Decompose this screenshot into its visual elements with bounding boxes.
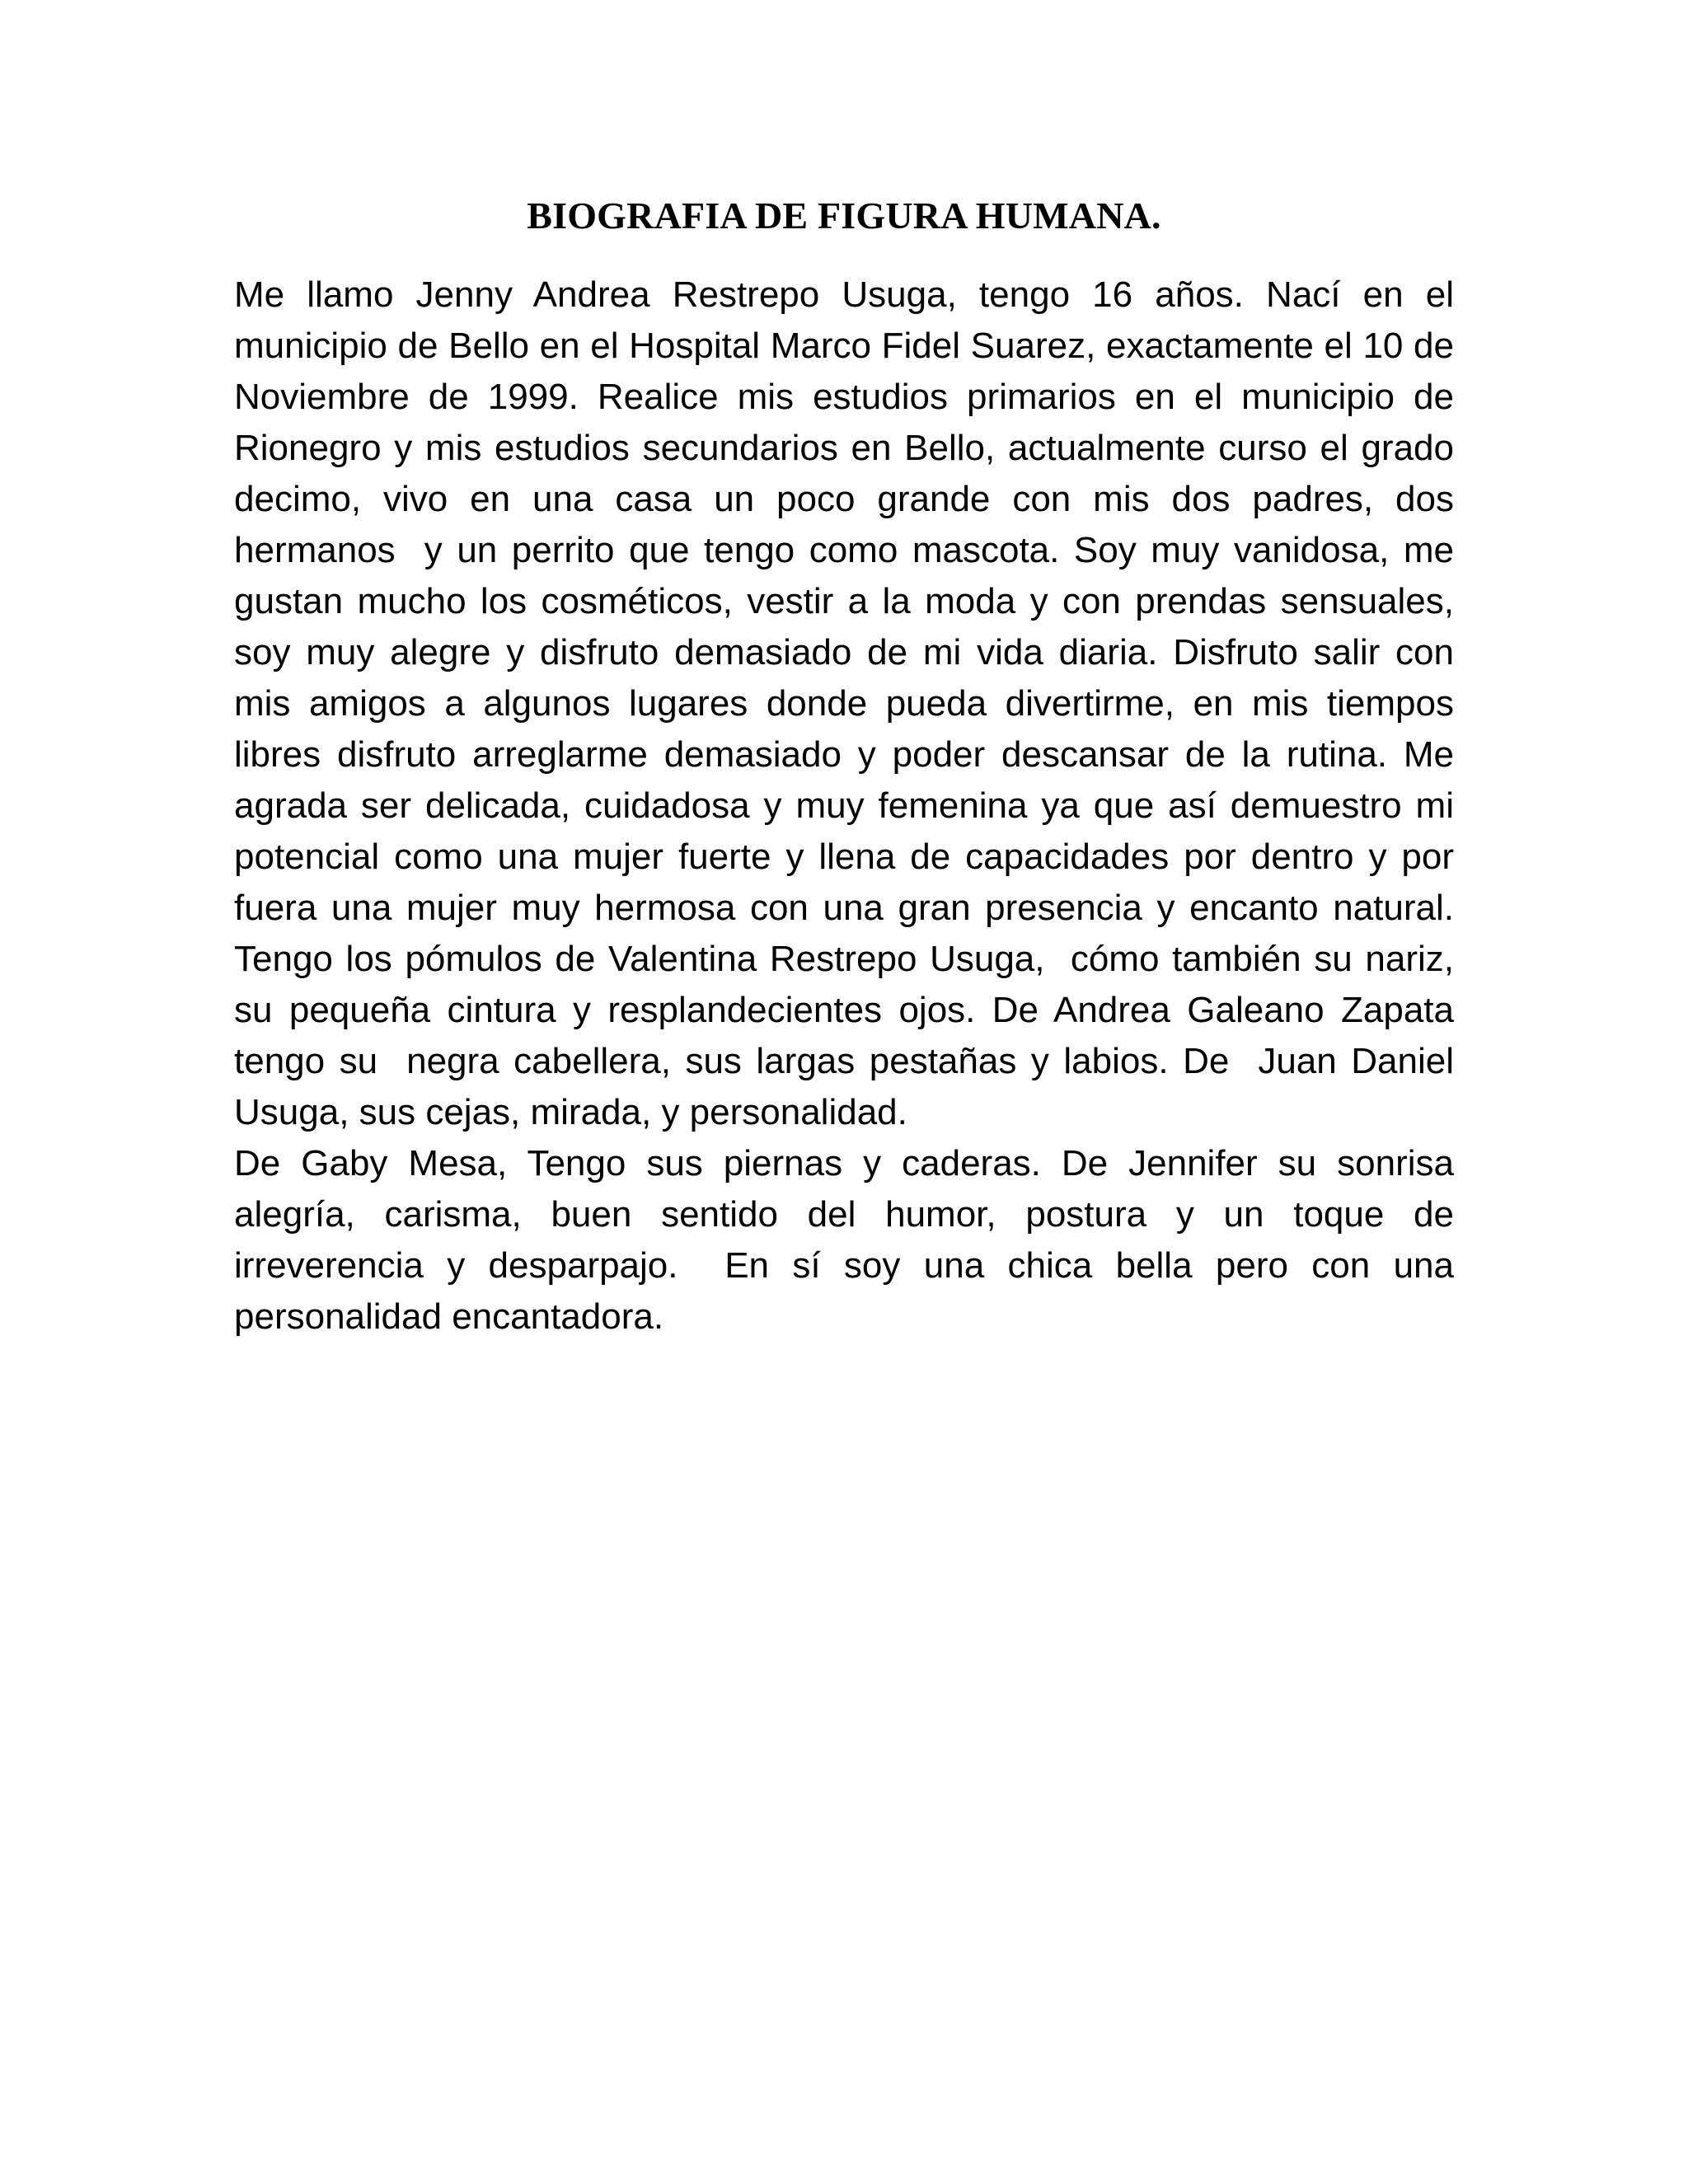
document-title: BIOGRAFIA DE FIGURA HUMANA.: [527, 194, 1161, 237]
paragraph-biography: Me llamo Jenny Andrea Restrepo Usuga, tengo 16 años. Nací en el municipio de Bello en el Hospital Marco Fidel Suarez, exactamente el 10 de Noviembre de 1999. Realice mis estudios primarios en el municipio de Rionegro y mis estudios secundarios en Bello, actualmente curso el grado decimo, vivo en una casa un poco grande con mis dos padres, dos hermanos y un perrito que tengo como mascota. Soy muy vanidosa, me gustan mucho los cosméticos, vestir a la moda y con prendas sensuales, soy muy alegre y disfruto demasiado de mi vida diaria. Disfruto salir con mis amigos a algunos lugares donde pueda divertirme, en mis tiempos libres disfruto arreglarme demasiado y poder descansar de la rutina. Me agrada ser delicada, cuidadosa y muy femenina ya que así demuestro mi potencial como una mujer fuerte y llena de capacidades por dentro y por fuera una mujer muy hermosa con una gran presencia y encanto natural. Tengo los pómulos de Valentina Restrepo Usuga, cómo también su nariz, su pequeña cintura y resplandecientes ojos. De Andrea Galeano Zapata tengo su negra cabellera, sus largas pestañas y labios. De Juan Daniel Usuga, sus cejas, mirada, y personalidad.: [234, 274, 1475, 1132]
paragraph-traits: De Gaby Mesa, Tengo sus piernas y caderas. De Jennifer su sonrisa alegría, carisma, buen sentido del humor, postura y un toque de irreverencia y desparpajo. En sí soy una chica bella pero con una personalidad encantadora.: [234, 1143, 1465, 1337]
document-body: [234, 269, 1475, 1343]
